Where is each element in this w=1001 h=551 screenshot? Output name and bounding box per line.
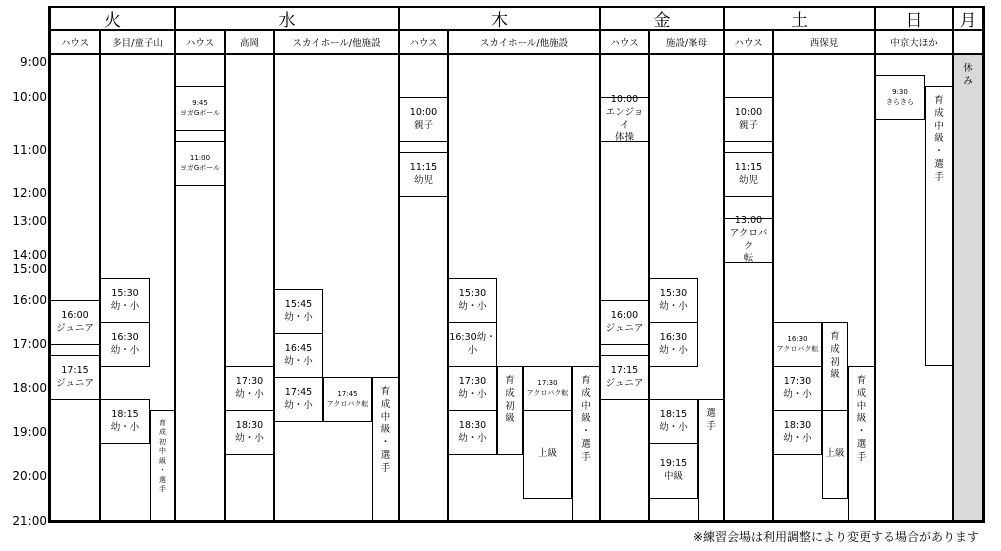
class-block[interactable] [448,278,497,323]
class-label: 18:30 幼・小 [783,419,812,444]
class-label: 9:45 ヨガGボール [179,99,221,117]
location-header: ハウス [399,30,448,54]
table-border [50,521,983,523]
class-label: 13:00 アクロバク 転 [729,214,768,265]
class-label: 10:00 親子 [409,106,438,131]
class-block[interactable] [600,300,649,345]
class-label: 育 成 中 級 ・ 選 手 [581,375,591,463]
class-block[interactable] [600,355,649,400]
class-label: 16:30 幼・小 [659,331,688,356]
table-border [48,6,50,523]
class-label: 19:15 中級 [659,458,688,482]
day-header-2: 水 [175,6,399,30]
day-header-1: 火 [50,6,175,30]
class-label: 選 手 [706,408,716,432]
class-label: 16:30 幼・小 [110,331,140,356]
footnote: ※練習会場は利用調整により変更する場合があります [692,530,979,544]
class-block[interactable] [497,366,523,455]
class-block[interactable] [822,322,848,411]
class-label: 17:30 アクロバク転 [526,379,569,397]
class-block[interactable] [50,355,100,400]
class-block[interactable] [100,278,150,323]
class-label: 17:45 アクロバク転 [326,390,369,408]
class-label: 11:15 幼児 [734,161,763,186]
class-block[interactable] [698,399,724,521]
time-label: 15:00 [12,262,47,276]
table-border [983,6,985,523]
location-header: スカイホール/他施設 [448,30,600,54]
class-block[interactable] [822,410,848,499]
class-label: 上級 [537,448,557,460]
class-label: 16:00 ジュニア [56,309,94,334]
class-label: 18:30 幼・小 [458,419,487,444]
class-block[interactable] [448,322,497,367]
class-block[interactable] [649,399,698,444]
location-header: ハウス [724,30,773,54]
class-label: 育 成 中 級 ・ 選 手 [380,386,391,474]
class-block[interactable] [399,97,448,142]
location-header: ハウス [600,30,649,54]
schedule-column [50,54,100,521]
location-header: ハウス [50,30,100,54]
class-block[interactable] [724,152,773,197]
time-label: 20:00 [12,469,47,483]
class-label: 15:45 幼・小 [284,298,313,323]
time-label: 10:00 [12,90,47,104]
class-label: 17:30 幼・小 [235,375,264,400]
class-block[interactable] [953,54,983,521]
class-label: 育 成 中 級 ・ 選 手 [856,375,867,463]
class-block[interactable] [925,86,953,366]
class-block[interactable] [773,410,822,455]
class-block[interactable] [600,93,649,144]
time-label: 19:00 [12,425,47,439]
day-header-5: 土 [724,6,875,30]
class-block[interactable] [274,289,323,334]
class-label: 上級 [825,448,845,460]
class-block[interactable] [225,366,274,411]
location-header: 西保見 [773,30,875,54]
class-label: 休 み [963,63,973,87]
class-label: 16:45 幼・小 [284,342,313,367]
class-label: 18:15 幼・小 [659,408,688,433]
class-block[interactable] [100,322,150,367]
class-block[interactable] [572,366,600,521]
class-label: 育 成 初 級 [505,375,515,425]
class-block[interactable] [175,141,225,186]
class-label: 17:30 幼・小 [783,375,812,400]
location-header [953,30,983,54]
class-block[interactable] [523,410,572,499]
class-block[interactable] [50,300,100,345]
class-block[interactable] [399,152,448,197]
class-label: 育 成 初 級 [830,331,840,381]
class-block[interactable] [274,377,323,422]
time-label: 18:00 [12,381,47,395]
class-block[interactable] [848,366,875,521]
class-block[interactable] [724,97,773,142]
class-block[interactable] [100,399,150,444]
time-label: 14:00 [12,248,47,262]
day-header-6: 日 [875,6,953,30]
class-block[interactable] [323,377,372,422]
time-label: 11:00 [12,143,47,157]
location-header: 高岡 [225,30,274,54]
class-block[interactable] [649,443,698,499]
class-block[interactable] [150,410,175,521]
class-label: 10:00 エンジョイ 体操 [605,93,644,144]
class-label: 16:30 アクロバク転 [776,335,819,353]
time-label: 12:00 [12,186,47,200]
time-label: 16:00 [12,293,47,307]
day-header-4: 金 [600,6,724,30]
location-header: スカイホール/他施設 [274,30,399,54]
location-header: 施設/峯母 [649,30,724,54]
day-header-7: 月 [953,6,983,30]
class-block[interactable] [225,410,274,455]
class-block[interactable] [175,86,225,131]
class-label: 18:30 幼・小 [235,419,264,444]
class-block[interactable] [448,366,497,411]
class-block[interactable] [274,333,323,378]
class-label: 15:30 幼・小 [110,287,140,312]
table-border [50,6,983,8]
class-block[interactable] [523,366,572,411]
class-label: 10:00 親子 [734,106,763,131]
class-label: 18:15 幼・小 [110,408,140,433]
class-block[interactable] [649,278,698,323]
class-block[interactable] [448,410,497,455]
class-label: 9:30 きらきら [886,88,914,106]
class-label: 11:15 幼児 [409,161,438,186]
class-label: 育 成 中 級 ・ 選 手 [934,95,944,183]
time-label: 21:00 [12,514,47,528]
time-label: 9:00 [20,55,47,69]
class-label: 17:15 ジュニア [605,364,644,389]
class-label: 16:30幼・ 小 [449,331,496,356]
class-label: 17:15 ジュニア [56,364,94,389]
class-label: 17:30 幼・小 [458,375,487,400]
class-label: 育 成 初 中 級 ・ 選 手 [159,419,166,494]
time-label: 17:00 [12,337,47,351]
location-header: 多目/童子山 [100,30,175,54]
time-label: 13:00 [12,214,47,228]
class-block[interactable] [372,377,399,521]
class-block[interactable] [875,75,925,120]
class-label: 15:30 幼・小 [659,287,688,312]
location-header: 中京大ほか [875,30,953,54]
class-label: 16:00 ジュニア [605,309,644,334]
location-header: ハウス [175,30,225,54]
day-header-3: 木 [399,6,600,30]
class-label: 11:00 ヨガGボール [179,154,221,172]
class-label: 15:30 幼・小 [458,287,487,312]
class-block[interactable] [724,214,773,265]
class-block[interactable] [773,366,822,411]
class-block[interactable] [773,322,822,367]
class-label: 17:45 幼・小 [284,386,313,411]
class-block[interactable] [649,322,698,367]
